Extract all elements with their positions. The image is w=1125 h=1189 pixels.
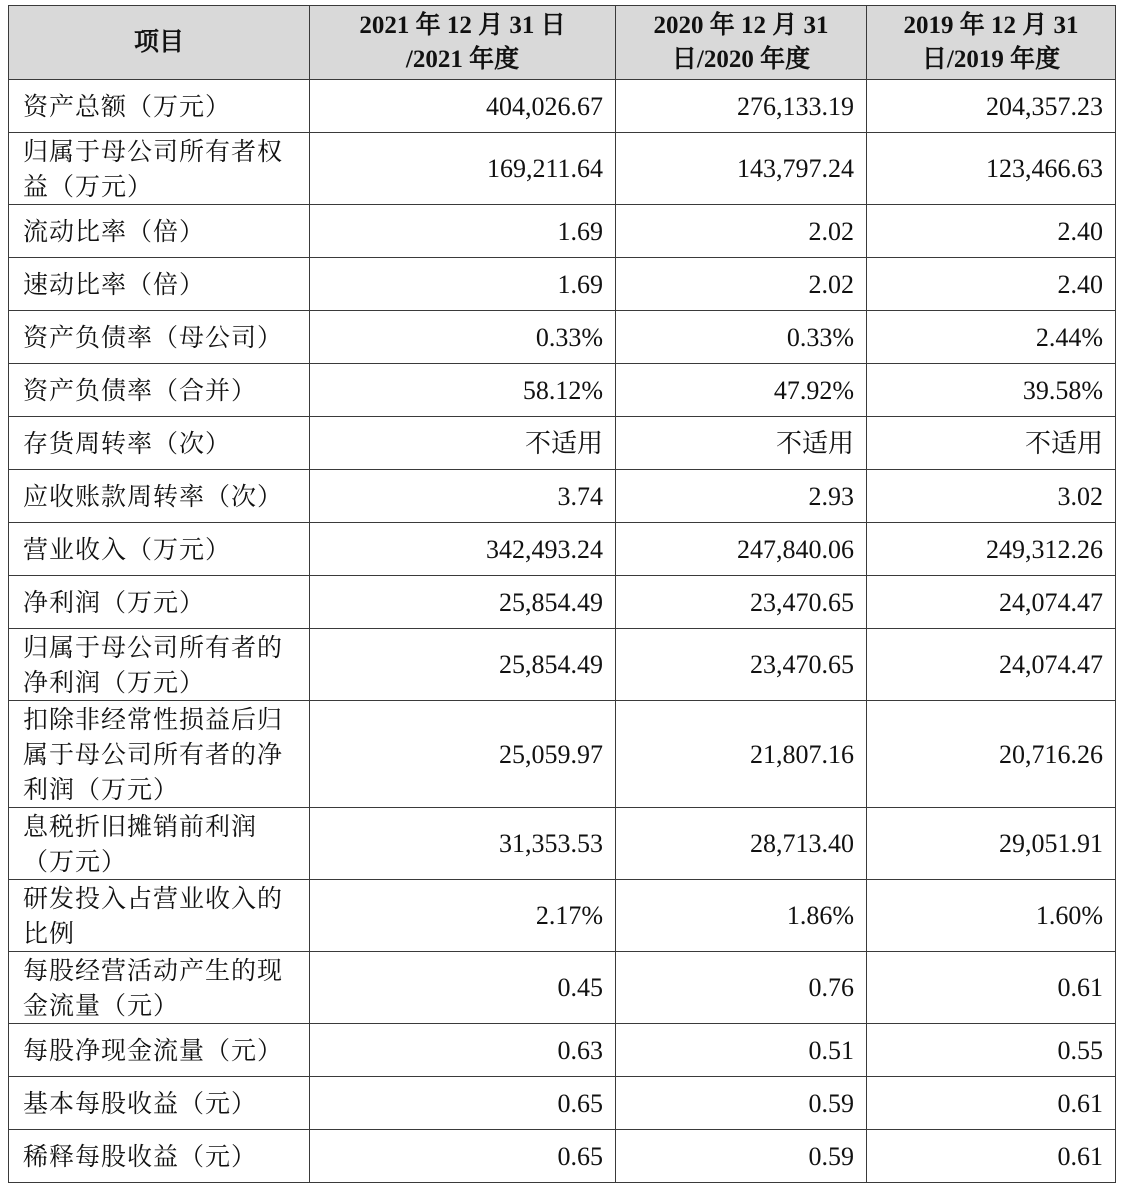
row-label <box>9 1077 310 1130</box>
table-row <box>9 417 1116 470</box>
value-2019: 2.40 <box>867 205 1116 258</box>
value-2021: 58.12% <box>310 364 616 417</box>
row-label-line: 利润（万元） <box>23 774 180 804</box>
header-2021 <box>310 6 616 80</box>
row-label-line: （万元） <box>23 846 128 876</box>
table-row <box>9 808 1116 880</box>
value-2020: 2.93 <box>616 470 867 523</box>
value-2021: 1.69 <box>310 258 616 311</box>
value-2020: 0.51 <box>616 1024 867 1077</box>
table-row <box>9 311 1116 364</box>
row-label-line: 稀释每股收益（元） <box>23 1141 258 1171</box>
value-2020: 0.59 <box>616 1077 867 1130</box>
row-label <box>9 1024 310 1077</box>
value-2021: 0.65 <box>310 1077 616 1130</box>
row-label-line: 研发投入占营业收入的 <box>23 883 284 913</box>
header-row <box>9 6 1116 80</box>
value-2019: 20,716.26 <box>867 701 1116 808</box>
row-label-line: 归属于母公司所有者的 <box>23 632 284 662</box>
row-label-line: 每股经营活动产生的现 <box>23 955 284 985</box>
row-label-line: 应收账款周转率（次） <box>23 481 284 511</box>
table-row <box>9 1130 1116 1183</box>
value-2020: 2.02 <box>616 258 867 311</box>
header-2019-line-1: 2019 年 12 月 31 <box>903 11 1079 39</box>
table-row <box>9 629 1116 701</box>
value-2021: 342,493.24 <box>310 523 616 576</box>
value-2020: 28,713.40 <box>616 808 867 880</box>
value-2021: 0.65 <box>310 1130 616 1183</box>
value-2019: 0.61 <box>867 1130 1116 1183</box>
row-label-line: 资产负债率（合并） <box>23 375 258 405</box>
table-row <box>9 880 1116 952</box>
value-2020: 0.59 <box>616 1130 867 1183</box>
row-label <box>9 629 310 701</box>
value-2019: 204,357.23 <box>867 80 1116 133</box>
value-2021: 不适用 <box>310 417 616 470</box>
value-2021: 0.45 <box>310 952 616 1024</box>
table-header <box>9 6 1116 80</box>
value-2021: 1.69 <box>310 205 616 258</box>
header-2019 <box>867 6 1116 80</box>
value-2019: 0.61 <box>867 952 1116 1024</box>
row-label-line: 息税折旧摊销前利润 <box>23 811 258 841</box>
row-label <box>9 1130 310 1183</box>
row-label <box>9 880 310 952</box>
row-label <box>9 311 310 364</box>
row-label <box>9 470 310 523</box>
value-2021: 404,026.67 <box>310 80 616 133</box>
value-2019: 3.02 <box>867 470 1116 523</box>
table-row <box>9 1024 1116 1077</box>
row-label <box>9 523 310 576</box>
header-2020 <box>616 6 867 80</box>
value-2019: 0.61 <box>867 1077 1116 1130</box>
row-label <box>9 205 310 258</box>
row-label-line: 扣除非经常性损益后归 <box>23 704 284 734</box>
row-label <box>9 258 310 311</box>
value-2019: 39.58% <box>867 364 1116 417</box>
row-label-line: 每股净现金流量（元） <box>23 1035 284 1065</box>
header-item <box>9 6 310 80</box>
row-label <box>9 417 310 470</box>
value-2019: 29,051.91 <box>867 808 1116 880</box>
value-2020: 1.86% <box>616 880 867 952</box>
table-row <box>9 258 1116 311</box>
value-2020: 不适用 <box>616 417 867 470</box>
row-label-line: 净利润（万元） <box>23 587 206 617</box>
header-item-line: 项目 <box>133 28 184 56</box>
row-label-line: 属于母公司所有者的净 <box>23 739 284 769</box>
value-2019: 2.44% <box>867 311 1116 364</box>
table-row <box>9 1077 1116 1130</box>
row-label-line: 益（万元） <box>23 171 154 201</box>
value-2021: 0.63 <box>310 1024 616 1077</box>
value-2019: 123,466.63 <box>867 133 1116 205</box>
row-label-line: 归属于母公司所有者权 <box>23 136 284 166</box>
value-2021: 25,854.49 <box>310 629 616 701</box>
row-label <box>9 701 310 808</box>
row-label-line: 净利润（万元） <box>23 667 206 697</box>
value-2019: 24,074.47 <box>867 629 1116 701</box>
row-label-line: 速动比率（倍） <box>23 269 206 299</box>
row-label <box>9 808 310 880</box>
value-2019: 24,074.47 <box>867 576 1116 629</box>
value-2021: 3.74 <box>310 470 616 523</box>
financial-indicators-table <box>8 5 1116 1183</box>
value-2021: 2.17% <box>310 880 616 952</box>
value-2021: 31,353.53 <box>310 808 616 880</box>
value-2020: 247,840.06 <box>616 523 867 576</box>
table-row <box>9 470 1116 523</box>
row-label-line: 金流量（元） <box>23 990 180 1020</box>
row-label-line: 资产负债率（母公司） <box>23 322 284 352</box>
table-row <box>9 205 1116 258</box>
value-2019: 0.55 <box>867 1024 1116 1077</box>
header-2020-line-1: 2020 年 12 月 31 <box>653 11 829 39</box>
header-2020-line-2: 日/2020 年度 <box>671 45 811 73</box>
table-body <box>9 80 1116 1183</box>
value-2020: 2.02 <box>616 205 867 258</box>
table-row <box>9 80 1116 133</box>
value-2020: 23,470.65 <box>616 576 867 629</box>
table-row <box>9 952 1116 1024</box>
row-label-line: 流动比率（倍） <box>23 216 206 246</box>
value-2021: 169,211.64 <box>310 133 616 205</box>
value-2019: 1.60% <box>867 880 1116 952</box>
row-label <box>9 576 310 629</box>
value-2020: 47.92% <box>616 364 867 417</box>
row-label-line: 营业收入（万元） <box>23 534 232 564</box>
row-label <box>9 364 310 417</box>
value-2021: 25,059.97 <box>310 701 616 808</box>
value-2020: 0.76 <box>616 952 867 1024</box>
table-row <box>9 576 1116 629</box>
header-2021-line-1: 2021 年 12 月 31 日 <box>359 11 566 39</box>
value-2021: 0.33% <box>310 311 616 364</box>
row-label <box>9 133 310 205</box>
table-row <box>9 701 1116 808</box>
value-2021: 25,854.49 <box>310 576 616 629</box>
table-row <box>9 364 1116 417</box>
table-row <box>9 133 1116 205</box>
row-label <box>9 952 310 1024</box>
header-2019-line-2: 日/2019 年度 <box>921 45 1061 73</box>
value-2019: 2.40 <box>867 258 1116 311</box>
value-2020: 276,133.19 <box>616 80 867 133</box>
value-2020: 21,807.16 <box>616 701 867 808</box>
value-2020: 143,797.24 <box>616 133 867 205</box>
value-2019: 249,312.26 <box>867 523 1116 576</box>
value-2019: 不适用 <box>867 417 1116 470</box>
table-row <box>9 523 1116 576</box>
row-label-line: 比例 <box>23 918 76 948</box>
row-label <box>9 80 310 133</box>
row-label-line: 资产总额（万元） <box>23 91 232 121</box>
row-label-line: 存货周转率（次） <box>23 428 232 458</box>
row-label-line: 基本每股收益（元） <box>23 1088 258 1118</box>
header-2021-line-2: /2021 年度 <box>405 45 520 73</box>
value-2020: 0.33% <box>616 311 867 364</box>
value-2020: 23,470.65 <box>616 629 867 701</box>
